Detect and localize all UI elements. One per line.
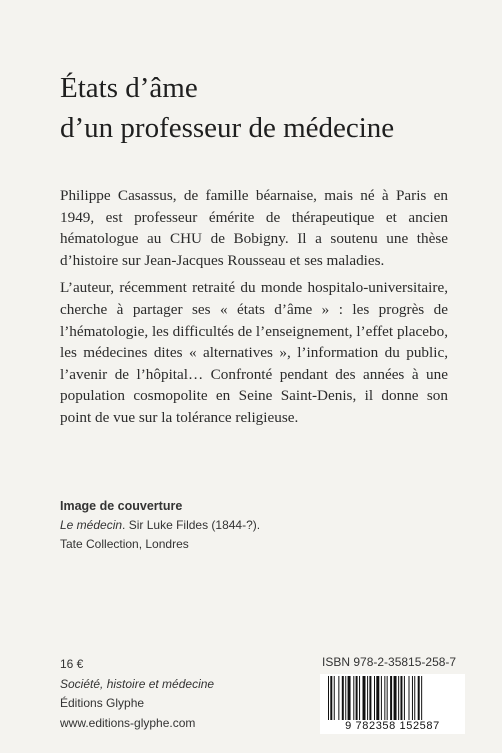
barcode-bar [412,676,413,722]
barcode-bar [338,676,339,722]
cover-credit-heading: Image de couverture [60,499,183,513]
barcode-bar [400,676,402,722]
publisher-website: www.editions-glyphe.com [60,715,196,730]
barcode-bar [328,676,329,722]
book-title-line-1: États d’âme [60,72,198,104]
cover-credit [60,496,360,554]
barcode-bar [353,676,354,722]
cover-work-credit: . Sir Luke Fildes (1844-?). [122,518,261,532]
isbn-barcode [320,674,465,734]
barcode-bar [387,676,388,722]
blurb-author-bio: Philippe Casassus, de famille béarnaise, mais né à Paris en 1949, est professeur émérite de thérapeutique et ancien hématologue au CHU de Bobigny. Il a soutenu une thèse d’histoire sur Jean-Jacques Rousseau et ses maladies. [60,187,448,269]
cover-credit-collection: Tate Collection, Londres [60,537,189,551]
barcode-bar [394,676,397,722]
barcode-bar [418,676,420,722]
barcode-bar [348,676,351,722]
barcode-bar [342,676,344,722]
publisher-info [60,655,214,733]
barcode-bar [356,676,358,722]
barcode-bar [384,676,385,722]
barcode-bar [374,676,375,722]
barcode-bar [369,676,371,722]
barcode-bar [381,676,382,722]
barcode-bar [404,676,405,722]
barcode-bar [363,676,366,722]
publisher-name: Éditions Glyphe [60,696,145,710]
series-name: Société, histoire et médecine [60,676,215,691]
cover-work-title: Le médecin [60,518,123,532]
blurb-summary: L’auteur, récemment retraité du monde hospitalo-universitaire, cherche à partager ses « états d’âme » : les progrès de l’hématologie, les difficultés de l’enseignement, l’effet placebo, les médecines dites « alternatives », l’information du public, l’avenir de l’hôpital… Confronté pendant des années à une population cosmopolite en Seine Saint-Denis, il donne son point de vue sur la tolérance religieuse. [60,279,448,426]
barcode-bar [376,676,379,722]
isbn-label: ISBN 978-2-35815-258-7 [322,655,457,669]
barcode-bar [398,676,399,722]
book-title-line-2: d’un professeur de médecine [60,112,395,144]
barcode-digits: 9 782358 152587 [320,720,465,732]
barcode-bar [414,676,415,722]
cover-credit-work [60,516,360,535]
price: 16 € [60,657,84,671]
barcode-bar [367,676,368,722]
barcode-bar [330,676,332,722]
barcode-bars [320,674,465,724]
blurb [60,185,448,429]
barcode-bar [334,676,335,722]
barcode-bar [390,676,392,722]
barcode-bar [345,676,346,722]
barcode-bar [359,676,360,722]
book-title [60,68,490,148]
barcode-bar [409,676,410,722]
barcode-bar [421,676,422,722]
